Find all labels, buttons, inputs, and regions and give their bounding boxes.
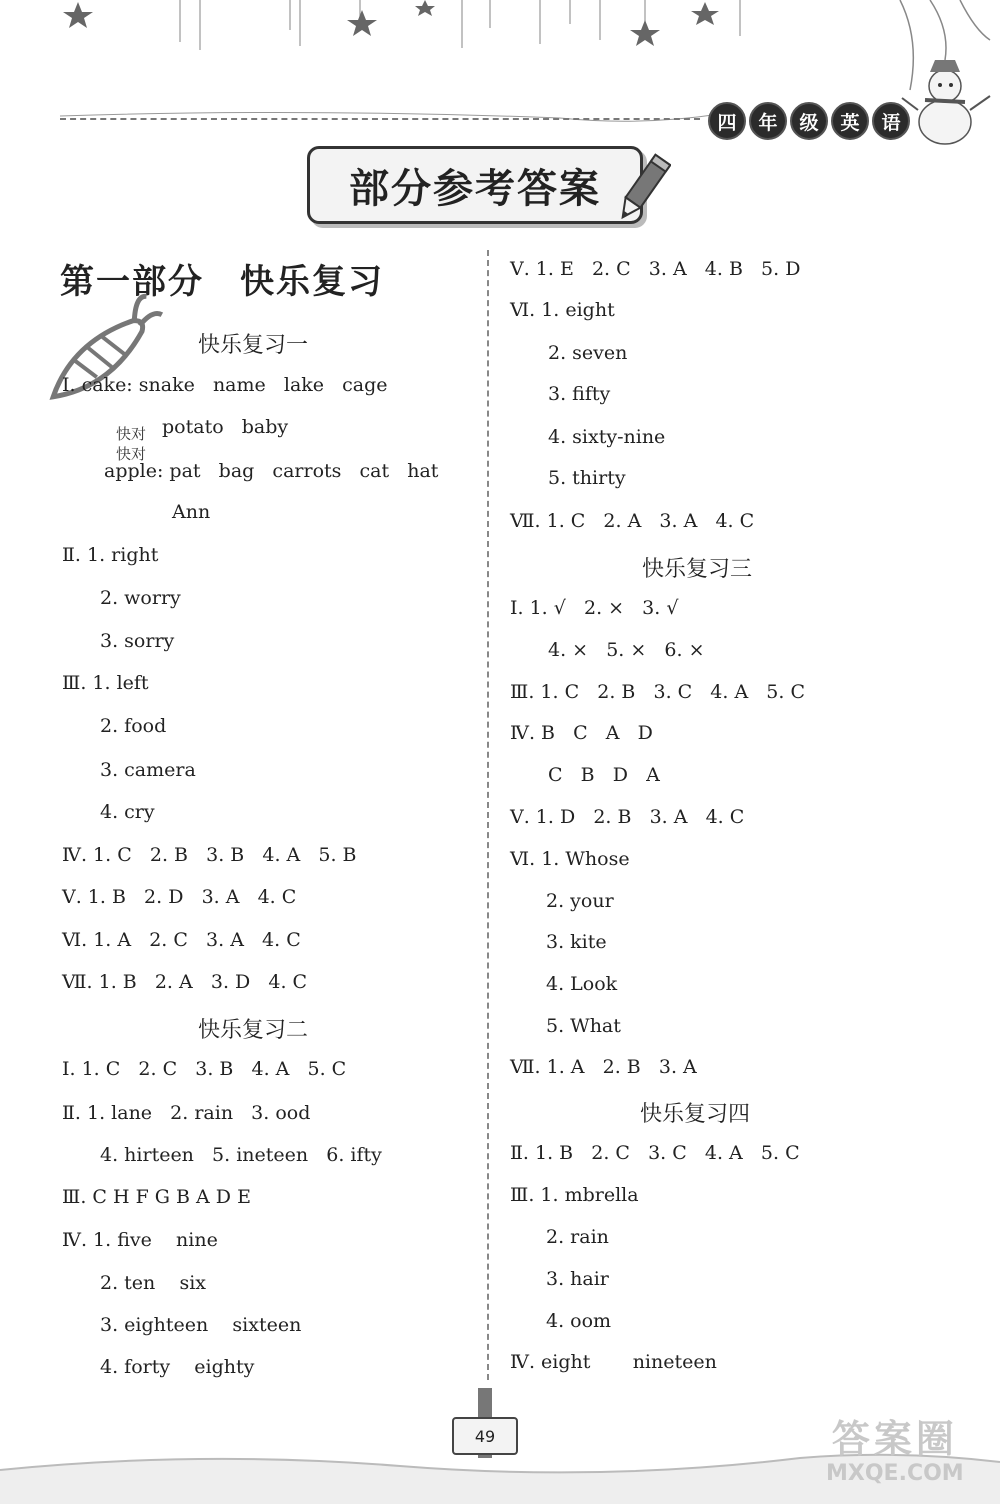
answer-line: Ⅵ. 1. eight xyxy=(510,299,615,321)
answer-line: 4. Look xyxy=(546,973,618,995)
answer-line: Ⅴ. 1. B 2. D 3. A 4. C xyxy=(62,886,297,908)
section-heading: 快乐复习四 xyxy=(640,1102,751,1127)
answer-line: 2. food xyxy=(100,715,167,737)
grade-subject-badge xyxy=(708,102,910,140)
answer-line: Ⅵ. 1. A 2. C 3. A 4. C xyxy=(62,929,301,951)
answer-line: Ⅶ. 1. C 2. A 3. A 4. C xyxy=(510,510,755,532)
answer-line: Ⅶ. 1. A 2. B 3. A xyxy=(510,1056,697,1078)
answer-line: 2. ten six xyxy=(100,1272,206,1294)
answer-line: 2. your xyxy=(546,890,614,912)
stamp-line: 快对 xyxy=(116,445,147,463)
answer-line: 4. cry xyxy=(100,801,155,823)
answer-line: C B D A xyxy=(548,764,660,786)
answer-line: 2. seven xyxy=(548,342,628,364)
answer-line: Ⅱ. 1. lane 2. rain 3. ood xyxy=(62,1102,311,1124)
answer-line: Ⅳ. 1. five nine xyxy=(62,1229,218,1251)
answer-line: 4. forty eighty xyxy=(100,1356,255,1378)
answer-line: 4. sixty-nine xyxy=(548,426,666,448)
stamp-line: 快对 xyxy=(116,425,147,443)
answer-line: Ⅲ. 1. mbrella xyxy=(510,1184,639,1206)
carrot-icon xyxy=(28,290,178,420)
watermark xyxy=(826,1418,964,1488)
badge-char: 英 xyxy=(831,102,869,140)
badge-char: 年 xyxy=(749,102,787,140)
answer-line: Ⅰ. 1. √ 2. × 3. √ xyxy=(510,597,679,619)
section-heading: 快乐复习二 xyxy=(198,1018,309,1043)
answer-line: potato baby xyxy=(162,416,289,438)
answer-line: Ⅴ. 1. D 2. B 3. A 4. C xyxy=(510,806,745,828)
answer-line: Ⅳ. B C A D xyxy=(510,722,653,744)
section-heading: 快乐复习三 xyxy=(642,557,753,582)
answer-line: 5. thirty xyxy=(548,467,626,489)
answer-line: Ⅰ. cake: snake name lake cage xyxy=(62,374,388,396)
answer-line: Ⅳ. 1. C 2. B 3. B 4. A 5. B xyxy=(62,844,357,866)
answer-line: Ⅵ. 1. Whose xyxy=(510,848,630,870)
badge-char: 语 xyxy=(872,102,910,140)
answer-line: 3. sorry xyxy=(100,630,175,652)
answer-line: 3. eighteen sixteen xyxy=(100,1314,302,1336)
answer-line: 4. oom xyxy=(546,1310,612,1332)
answer-line: 4. hirteen 5. ineteen 6. ifty xyxy=(100,1144,382,1166)
page-number: 49 xyxy=(452,1417,518,1455)
stamp-mark xyxy=(116,424,146,464)
part-title: 第一部分 快乐复习 xyxy=(60,262,384,302)
answer-line: Ⅱ. 1. B 2. C 3. C 4. A 5. C xyxy=(510,1142,800,1164)
answer-line: Ⅴ. 1. E 2. C 3. A 4. B 5. D xyxy=(510,258,801,280)
answer-line: 3. hair xyxy=(546,1268,609,1290)
answer-line: Ⅲ. 1. C 2. B 3. C 4. A 5. C xyxy=(510,681,806,703)
answer-line: 3. camera xyxy=(100,759,196,781)
watermark-url: MXQE.COM xyxy=(826,1461,964,1486)
watermark-logo: 答案圈 xyxy=(831,1417,958,1461)
pencil-icon xyxy=(615,150,671,230)
answer-line: 2. rain xyxy=(546,1226,609,1248)
answer-line: Ⅲ. C H F G B A D E xyxy=(62,1186,251,1208)
column-divider xyxy=(487,250,489,1380)
answer-line: apple: pat bag carrots cat hat xyxy=(104,460,439,482)
badge-char: 四 xyxy=(708,102,746,140)
answer-line: 4. × 5. × 6. × xyxy=(548,639,705,661)
answer-line: Ⅳ. eight nineteen xyxy=(510,1351,717,1373)
badge-char: 级 xyxy=(790,102,828,140)
answer-line: 3. kite xyxy=(546,931,607,953)
answer-line: 3. fifty xyxy=(548,383,611,405)
answer-line: Ⅶ. 1. B 2. A 3. D 4. C xyxy=(62,971,308,993)
answer-line: 2. worry xyxy=(100,587,181,609)
answer-line: 5. What xyxy=(546,1015,621,1037)
section-heading: 快乐复习一 xyxy=(198,333,309,358)
header-rule xyxy=(60,118,700,120)
answer-line: Ⅲ. 1. left xyxy=(62,672,149,694)
answer-line: Ann xyxy=(172,501,211,523)
answer-line: Ⅰ. 1. C 2. C 3. B 4. A 5. C xyxy=(62,1058,347,1080)
page-title: 部分参考答案 xyxy=(307,146,643,224)
answer-line: Ⅱ. 1. right xyxy=(62,544,159,566)
